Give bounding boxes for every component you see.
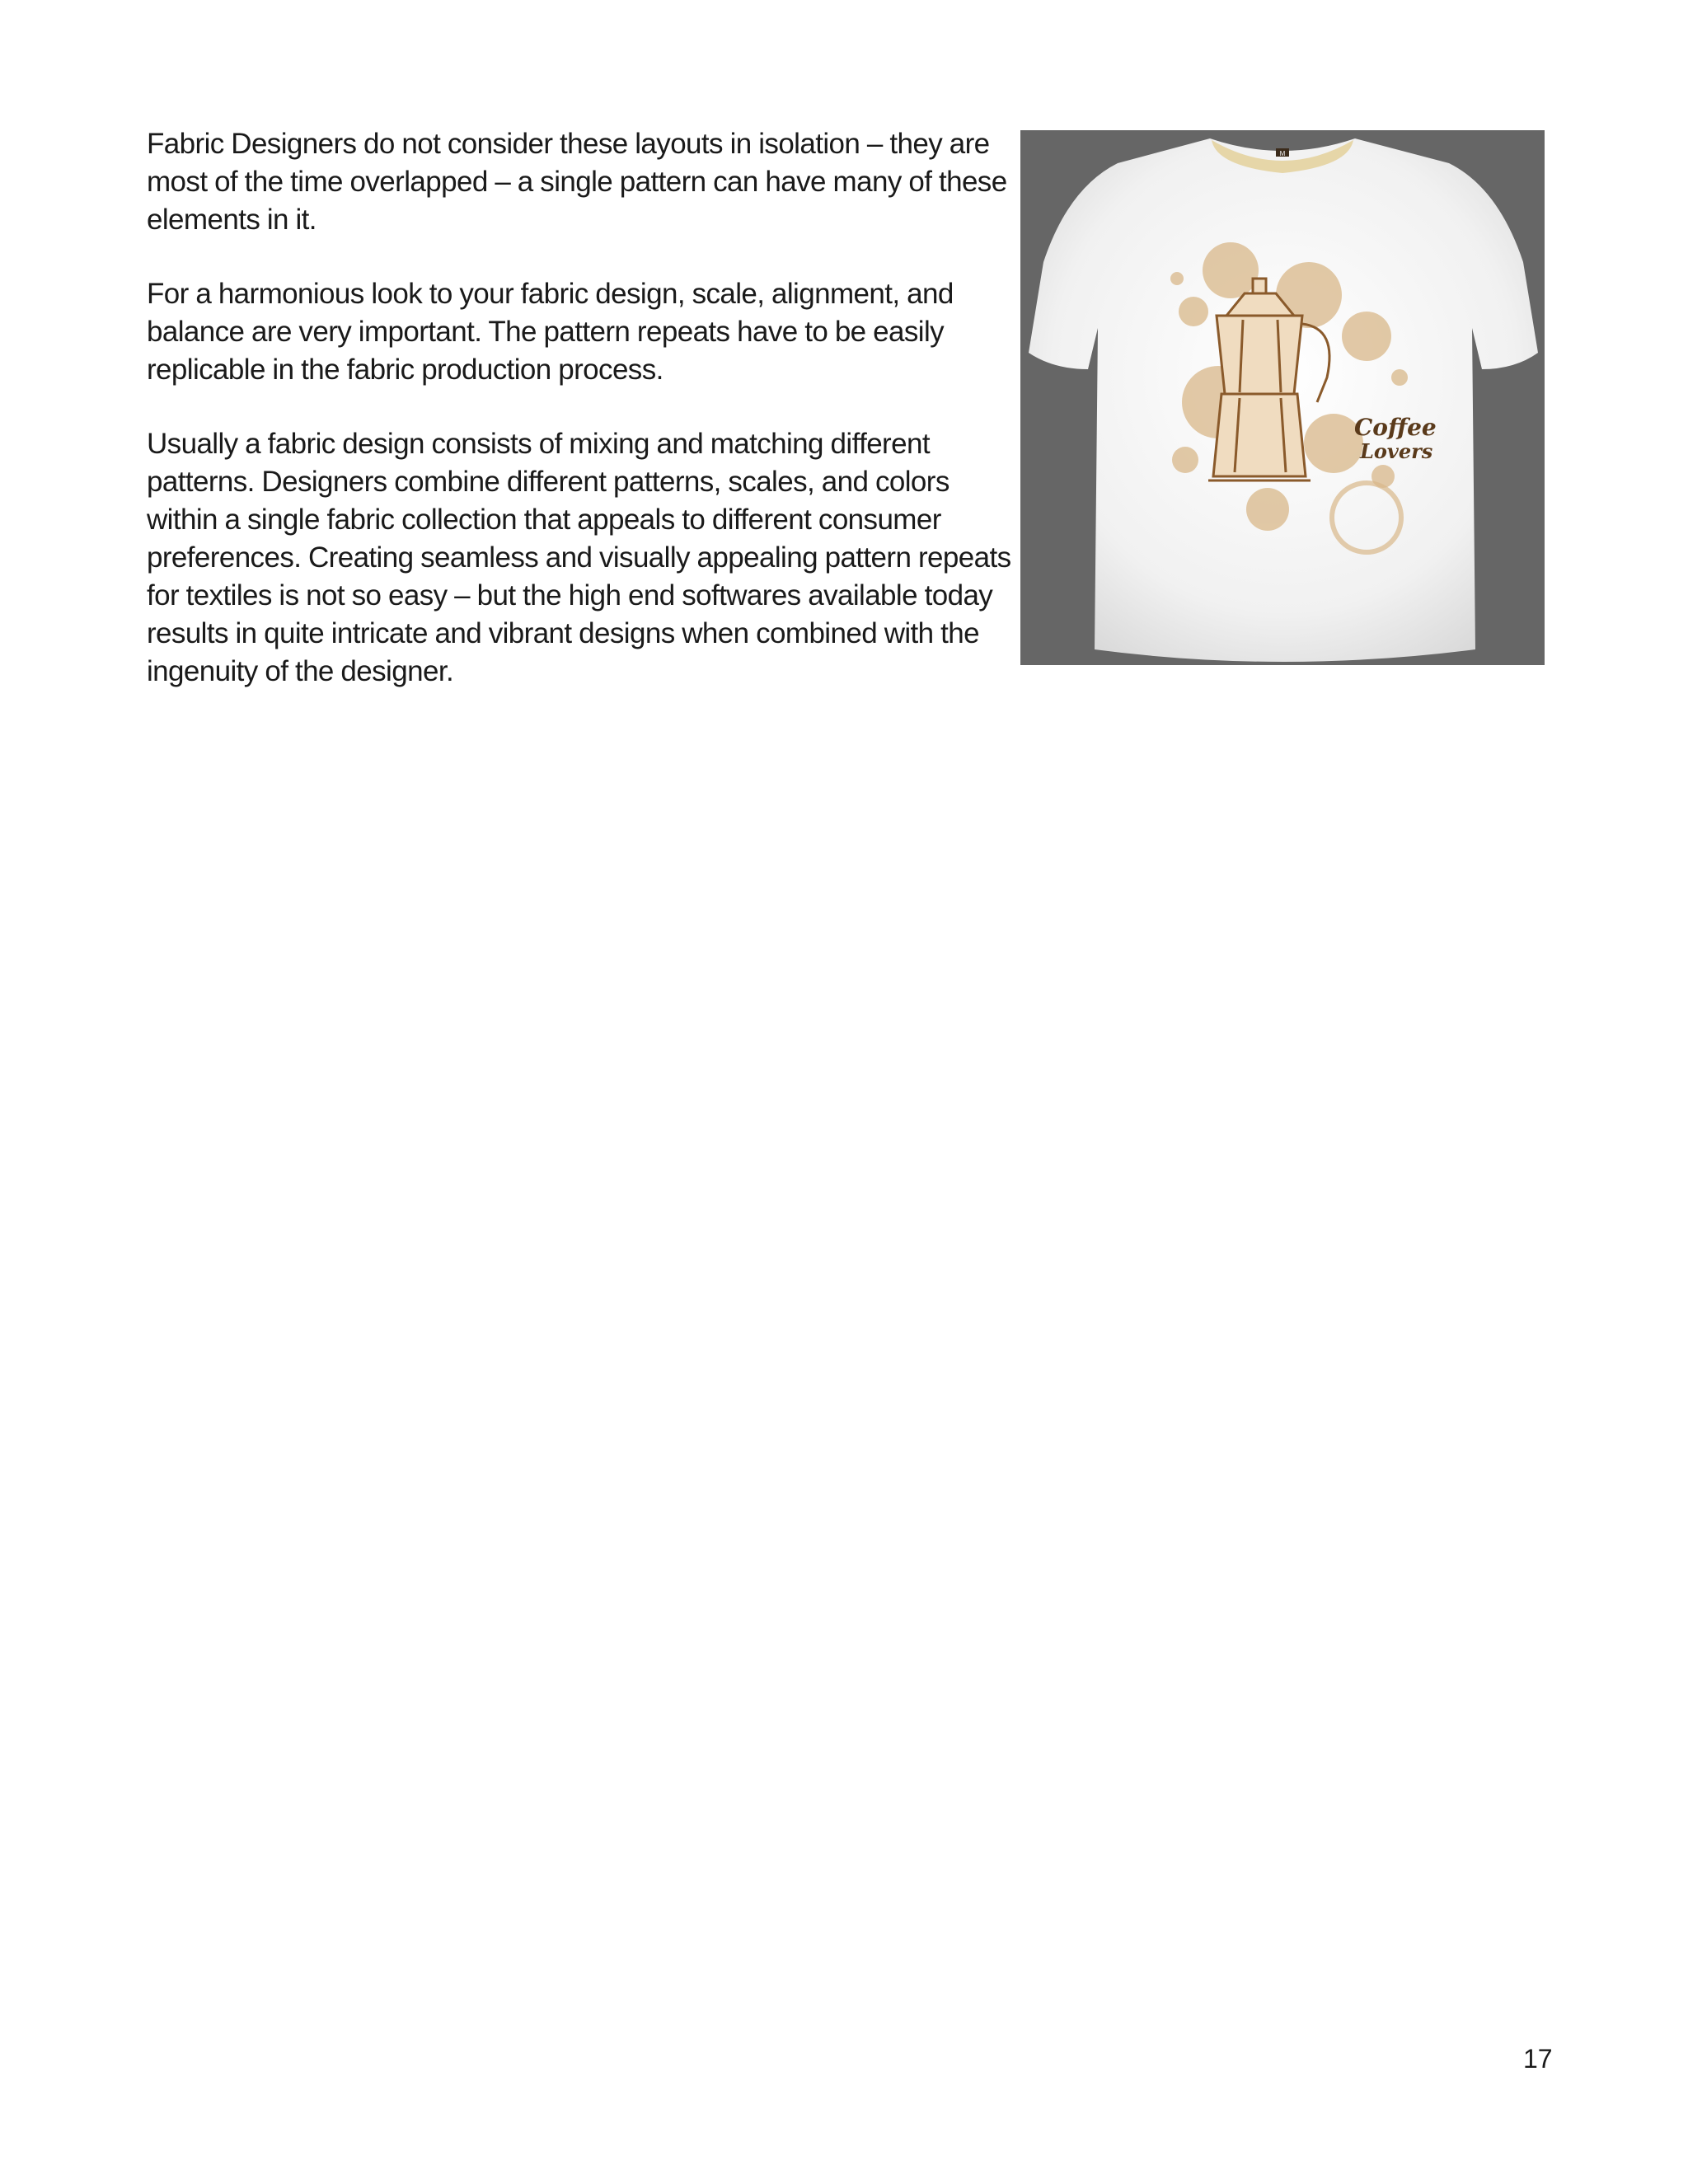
paragraph-mixing-patterns: Usually a fabric design consists of mixing and matching different patterns. Designers combine different patterns, scales, and colors within a single fabric collection that appeals to different consumer preferences. Creating seamless and visually appealing pattern repeats for textiles is not so easy – but the high end softwares available today results in quite intricate and vibrant designs when combined with the ingenuity of the designer. (147, 428, 1011, 687)
page-number: 17 (1523, 2044, 1553, 2074)
body-text (147, 125, 1020, 727)
paragraph-harmonious-look: For a harmonious look to your fabric design, scale, alignment, and balance are very important. The pattern repeats have to be easily replicable in the fabric production process. (147, 278, 954, 386)
print-text-coffee: Coffee (1354, 414, 1437, 441)
tshirt-illustration (1020, 130, 1545, 665)
paragraph-layouts-overlap: Fabric Designers do not consider these layouts in isolation – they are most of the time overlapped – a single pattern can have many of these elements in it. (147, 128, 1007, 236)
tshirt-photo (1020, 130, 1545, 665)
tshirt-tag-label: M (1279, 150, 1286, 157)
print-text-lovers: Lovers (1360, 439, 1433, 463)
